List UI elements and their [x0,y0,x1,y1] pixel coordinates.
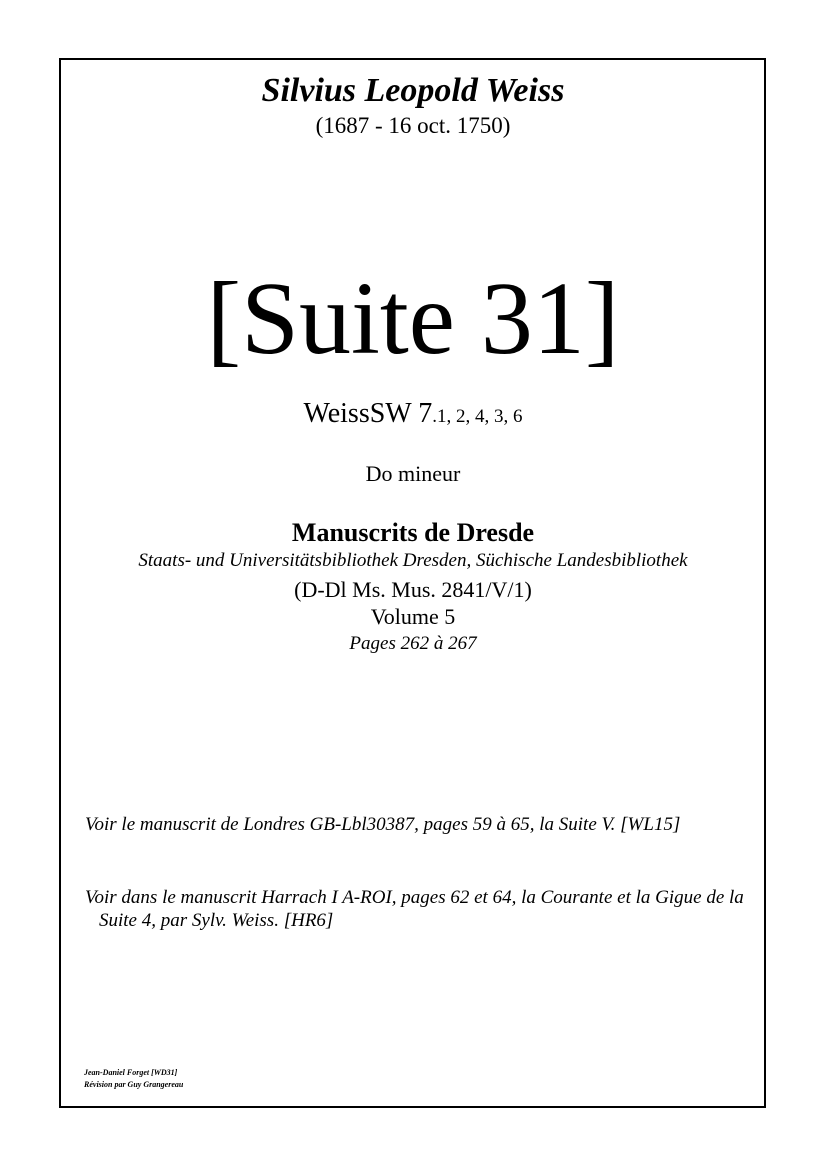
library-name: Staats- und Universitätsbibliothek Dresden, Süchische Landesbibliothek [138,550,688,571]
note-london-manuscript: Voir le manuscrit de Londres GB-Lbl30387, pages 59 à 65, la Suite V. [WL15] [85,814,681,835]
credits-author: Jean-Daniel Forget [WD31] [84,1068,178,1077]
suite-title: [Suite 31] [206,261,620,376]
catalog-movement-numbers: .1, 2, 4, 3, 6 [432,406,523,427]
composer-dates: (1687 - 16 oct. 1750) [315,113,511,138]
volume-number: Volume 5 [370,604,456,629]
manuscript-title: Manuscrits de Dresde [291,518,535,547]
page-range: Pages 262 à 267 [349,633,477,654]
catalog-number [0,398,826,430]
key-signature: Do mineur [365,461,461,486]
credits [84,1067,183,1091]
composer-name: Silvius Leopold Weiss [261,72,565,109]
shelfmark: (D-Dl Ms. Mus. 2841/V/1) [294,577,532,602]
note-harrach-manuscript: Voir dans le manuscrit Harrach I A-ROI, pages 62 et 64, la Courante et la Gigue de la Suite 4, par Sylv. Weiss. [HR6] [85,887,744,931]
credits-revision: Révision par Guy Grangereau [84,1080,184,1089]
catalog-prefix: WeissSW 7 [303,398,433,429]
